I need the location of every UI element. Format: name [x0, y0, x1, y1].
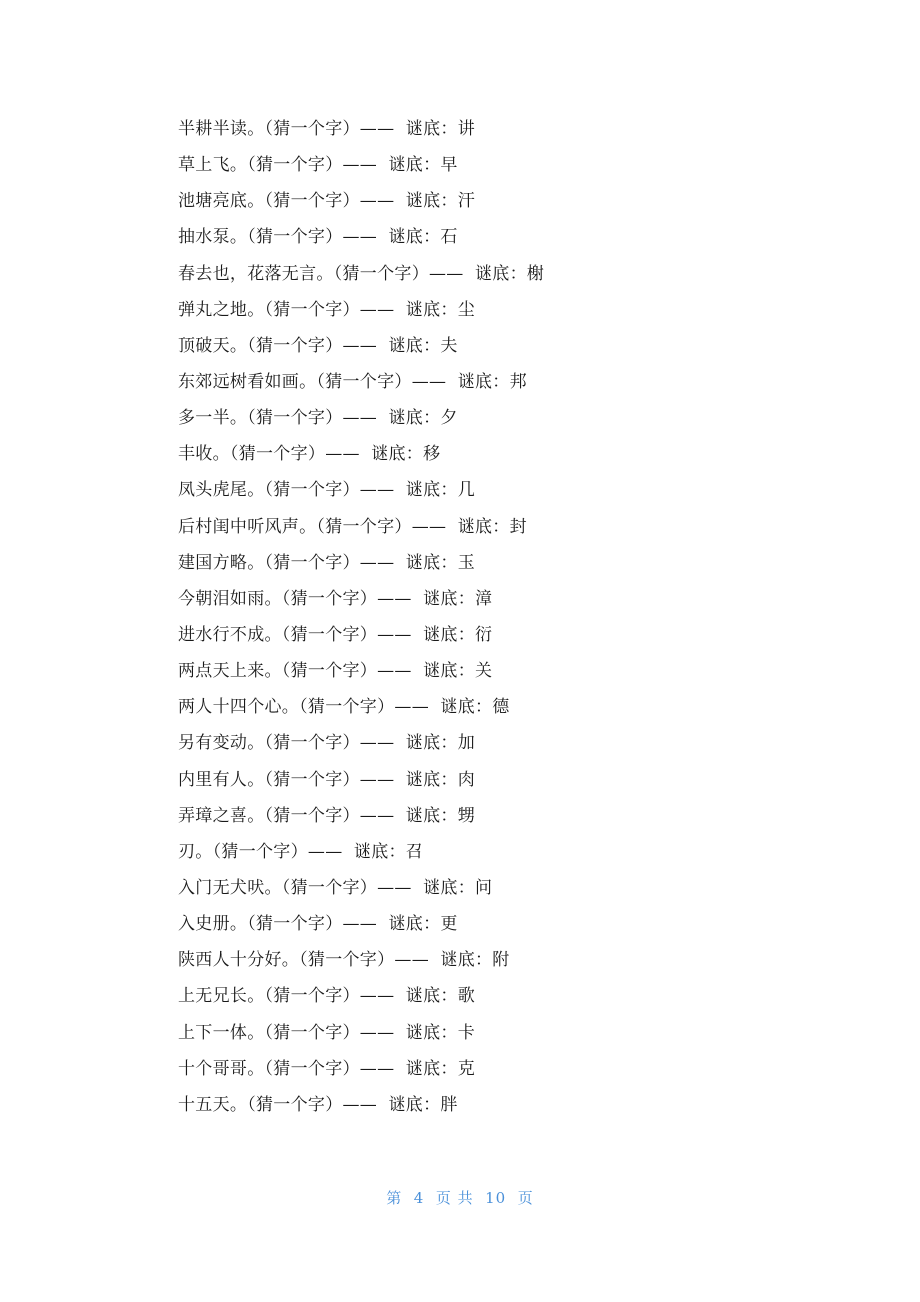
riddle-line: 草上飞。（猜一个字）—— 谜底：早	[178, 155, 458, 176]
riddle-line: 两人十四个心。（猜一个字）—— 谜底：德	[178, 697, 510, 718]
riddle-line: 建国方略。（猜一个字）—— 谜底：玉	[178, 552, 476, 573]
riddle-line: 两点天上来。（猜一个字）—— 谜底：关	[178, 661, 493, 682]
riddle-line: 另有变动。（猜一个字）—— 谜底：加	[178, 733, 476, 754]
riddle-line: 池塘亮底。（猜一个字）—— 谜底：汗	[178, 191, 476, 212]
riddle-line: 进水行不成。（猜一个字）—— 谜底：衍	[178, 624, 493, 645]
riddle-line: 顶破天。（猜一个字）—— 谜底：夫	[178, 335, 458, 356]
riddle-line: 上无兄长。（猜一个字）—— 谜底：歌	[178, 986, 476, 1007]
riddle-line: 上下一体。（猜一个字）—— 谜底：卡	[178, 1022, 476, 1043]
page-number-footer: 第 4 页 共 10 页	[386, 1189, 534, 1207]
riddle-line: 入史册。（猜一个字）—— 谜底：更	[178, 914, 458, 935]
riddle-line: 刃。（猜一个字）—— 谜底：召	[178, 841, 424, 862]
riddle-line: 凤头虎尾。（猜一个字）—— 谜底：几	[178, 480, 476, 501]
riddle-line: 十五天。（猜一个字）—— 谜底：胖	[178, 1094, 458, 1115]
riddle-line: 半耕半读。（猜一个字）—— 谜底：讲	[178, 119, 476, 139]
riddle-line: 多一半。（猜一个字）—— 谜底：夕	[178, 408, 458, 429]
riddle-line: 十个哥哥。（猜一个字）—— 谜底：克	[178, 1058, 476, 1079]
riddle-line: 东郊远树看如画。（猜一个字）—— 谜底：邦	[178, 371, 527, 392]
riddle-line: 入门无犬吠。（猜一个字）—— 谜底：问	[178, 877, 493, 898]
riddle-line: 抽水泵。（猜一个字）—— 谜底：石	[178, 227, 458, 248]
riddle-line: 今朝泪如雨。（猜一个字）—— 谜底：漳	[178, 588, 493, 609]
riddle-list	[178, 115, 544, 1127]
riddle-line: 丰收。（猜一个字）—— 谜底：移	[178, 444, 441, 465]
riddle-line: 弄璋之喜。（猜一个字）—— 谜底：甥	[178, 805, 476, 826]
riddle-line: 后村闺中听风声。（猜一个字）—— 谜底：封	[178, 516, 527, 537]
riddle-line: 弹丸之地。（猜一个字）—— 谜底：尘	[178, 299, 476, 320]
riddle-line: 春去也，花落无言。（猜一个字）—— 谜底：榭	[178, 263, 545, 284]
riddle-line: 内里有人。（猜一个字）—— 谜底：肉	[178, 769, 476, 790]
riddle-line: 陕西人十分好。（猜一个字）—— 谜底：附	[178, 950, 510, 971]
